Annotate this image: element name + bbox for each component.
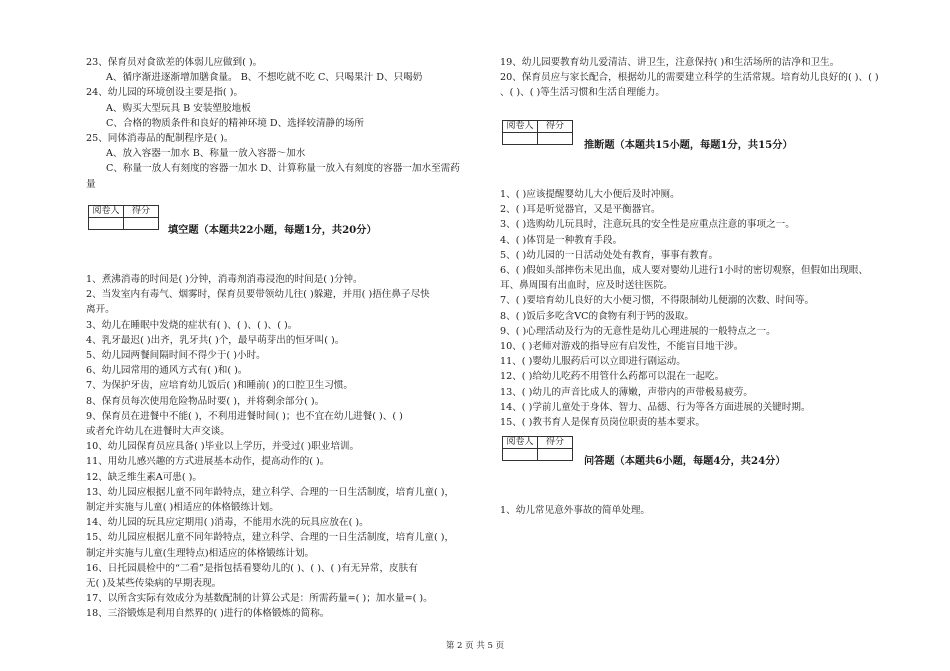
section-title-judgment: 推断题（本题共15小题，每题1分，共15分） (584, 139, 793, 151)
score-box-grader-label: 阅卷人 (89, 206, 124, 218)
question-line: 5、( )幼儿园的一日活动处处有教育，事事有教育。 (500, 249, 719, 261)
question-line: 11、用幼儿感兴趣的方式进展基本动作，提高动作的( )。 (86, 456, 330, 468)
question-line: A、循序渐进逐渐增加膳食量。 B、不想吃就不吃 C、只喝果汁 D、只喝奶 (106, 72, 423, 84)
question-line: 7、( )要培育幼儿良好的大小便习惯，不得限制幼儿便溺的次数、时间等。 (500, 295, 815, 307)
question-line: 13、( )幼儿的声音比成人的薄嫩，声带内的声带极易疲劳。 (500, 386, 753, 398)
score-box-grader-label: 阅卷人 (503, 121, 538, 133)
question-line: 1、幼儿常见意外事故的简单处理。 (500, 505, 651, 516)
section-title-fill-in: 填空题（本题共22小题，每题1分，共20分） (168, 224, 377, 236)
question-line: 1、煮沸消毒的时间是( )分钟，消毒剂消毒浸泡的时间是( )分钟。 (86, 274, 363, 285)
question-line: 量 (86, 178, 96, 190)
question-line: 3、幼儿在睡眠中发烧的症状有( )、( )、( )、( )。 (86, 319, 298, 331)
question-line: 6、( )假如头部摔伤未见出血，成人要对婴幼儿进行1小时的密切观察，但假如出现眼、 (500, 265, 869, 276)
question-line: 、( )、( )等生活习惯和生活自理能力。 (500, 87, 665, 99)
question-line: 无( )及某些传染病的早期表现。 (86, 578, 222, 589)
question-line: 4、( )体罚是一种教育手段。 (500, 234, 623, 246)
score-box-score-cell (538, 449, 573, 461)
question-line: 8、保育员每次使用危险物品时要( )，并将剩余部分( )。 (86, 395, 325, 407)
question-line: 9、( )心理活动及行为的无意性是幼儿心理进展的一般特点之一。 (500, 325, 776, 337)
question-line: 18、三浴锻炼是利用自然界的( )进行的体格锻炼的简称。 (86, 608, 330, 620)
question-line: A、购买大型玩具 B 安装塑胶地板 (106, 102, 251, 114)
question-line: 11、( )婴幼儿服药后可以立即进行剧运动。 (500, 356, 686, 368)
question-line: 19、幼儿园要教育幼儿爱清洁、讲卫生，注意保持( )和生活场所的洁净和卫生。 (500, 57, 840, 68)
question-line: 离开。 (86, 304, 115, 316)
score-box (88, 205, 159, 230)
question-line: 12、缺乏维生素A可患( )。 (86, 471, 203, 483)
question-line: 6、幼儿园常用的通风方式有( )和( )。 (86, 365, 248, 377)
score-box-grader-label: 阅卷人 (503, 437, 538, 449)
question-line: 10、幼儿园保育员应具备( )毕业以上学历，并受过( )职业培训。 (86, 441, 360, 453)
score-box-score-label: 得分 (538, 437, 573, 449)
question-line: 17、以所含实际有效成分为基数配制的计算公式是：所需药量=( )；加水量=( )。 (86, 593, 433, 605)
score-box-score-cell (124, 218, 159, 230)
question-line: 24、幼儿园的环境创设主要是指( )。 (86, 87, 244, 99)
question-line: 14、幼儿园的玩具应定期用( )消毒，不能用水洗的玩具应放在( )。 (86, 517, 369, 529)
page-footer: 第 2 页 共 5 页 (445, 641, 505, 651)
question-line: 15、幼儿园应根据儿童不同年龄特点，建立科学、合理的一日生活制度，培育儿童( )， (86, 532, 455, 544)
score-box-score-cell (538, 133, 573, 145)
question-line: 23、保育员对食欲差的体弱儿应做到( )。 (86, 57, 263, 68)
score-box-score-label: 得分 (538, 121, 573, 133)
score-box-grader-cell (89, 218, 124, 230)
question-line: 4、乳牙最迟( )出齐，乳牙共( )个，最早萌芽出的恒牙叫( )。 (86, 334, 345, 346)
question-line: 2、( )耳是听觉器官，又是平衡器官。 (500, 204, 661, 216)
question-line: C、合格的物质条件和良好的精神环境 D、选择较清静的场所 (106, 117, 364, 129)
question-line: 12、( )给幼儿吃药不用管什么药都可以混在一起吃。 (500, 371, 725, 383)
question-line: C、称量一放人有刻度的容器一加水 D、计算称量一放入有刻度的容器一加水至需药 (106, 163, 460, 175)
section-title-qa: 问答题（本题共6小题，每题4分，共24分） (584, 455, 786, 467)
question-line: 10、( )老师对游戏的指导应有启发性，不能盲目地干涉。 (500, 341, 744, 352)
question-line: 制定并实施与儿童(生理特点)相适应的体格锻练计划。 (86, 547, 315, 559)
score-box (502, 120, 573, 145)
question-line: 13、幼儿园应根据儿童不同年龄特点，建立科学、合理的一日生活制度，培育儿童( )， (86, 486, 455, 498)
question-line: 8、( )饭后多吃含VC的食物有利于钙的汲取。 (500, 310, 695, 322)
question-line: 耳、鼻周围有出血时，应及时送往医院。 (500, 280, 673, 292)
score-box-grader-cell (503, 133, 538, 145)
question-line: 15、( )教书育人是保育员岗位职责的基本要求。 (500, 417, 706, 428)
question-line: 5、幼儿园两餐间隔时间不得少于( )小时。 (86, 350, 266, 361)
question-line: 25、同体消毒品的配制程序是( )。 (86, 133, 234, 144)
question-line: 1、( )应该提醒婴幼儿大小便后及时冲厕。 (500, 189, 680, 200)
question-line: 制定并实施与儿童( )相适应的体格锻练计划。 (86, 502, 279, 513)
question-line: 2、当发室内有毒气、烟雾时，保育员要带领幼儿往( )躲避，并用( )捂住鼻子尽快 (86, 289, 430, 301)
score-box-score-label: 得分 (124, 206, 159, 218)
question-line: 20、保育员应与家长配合，根据幼儿的需要建立科学的生活常规。培育幼儿良好的( )、( ) (500, 72, 879, 84)
score-box-grader-cell (503, 449, 538, 461)
question-line: 14、( )学前儿童处于身体、智力、品德、行为等各方面进展的关键时期。 (500, 401, 811, 413)
question-line: 16、日托园晨检中的“二看”是指包括看婴幼儿的( )、( )、( )有无异常，皮肤有 (86, 562, 418, 574)
question-line: 7、为保护牙齿，应培育幼儿饭后( )和睡前( )的口腔卫生习惯。 (86, 380, 354, 392)
score-box (502, 436, 573, 461)
question-line: A、放入容器一加水 B、称量一放入容器～加水 (106, 148, 306, 160)
question-line: 9、保育员在进餐中不能( )，不利用进餐时间( )；也不宜在幼儿进餐( )、( ) (86, 410, 403, 422)
question-line: 3、( )选购幼儿玩具时，注意玩具的安全性是应重点注意的事项之一。 (500, 219, 795, 231)
question-line: 或者允许幼儿在进餐时大声交谈。 (86, 426, 230, 437)
